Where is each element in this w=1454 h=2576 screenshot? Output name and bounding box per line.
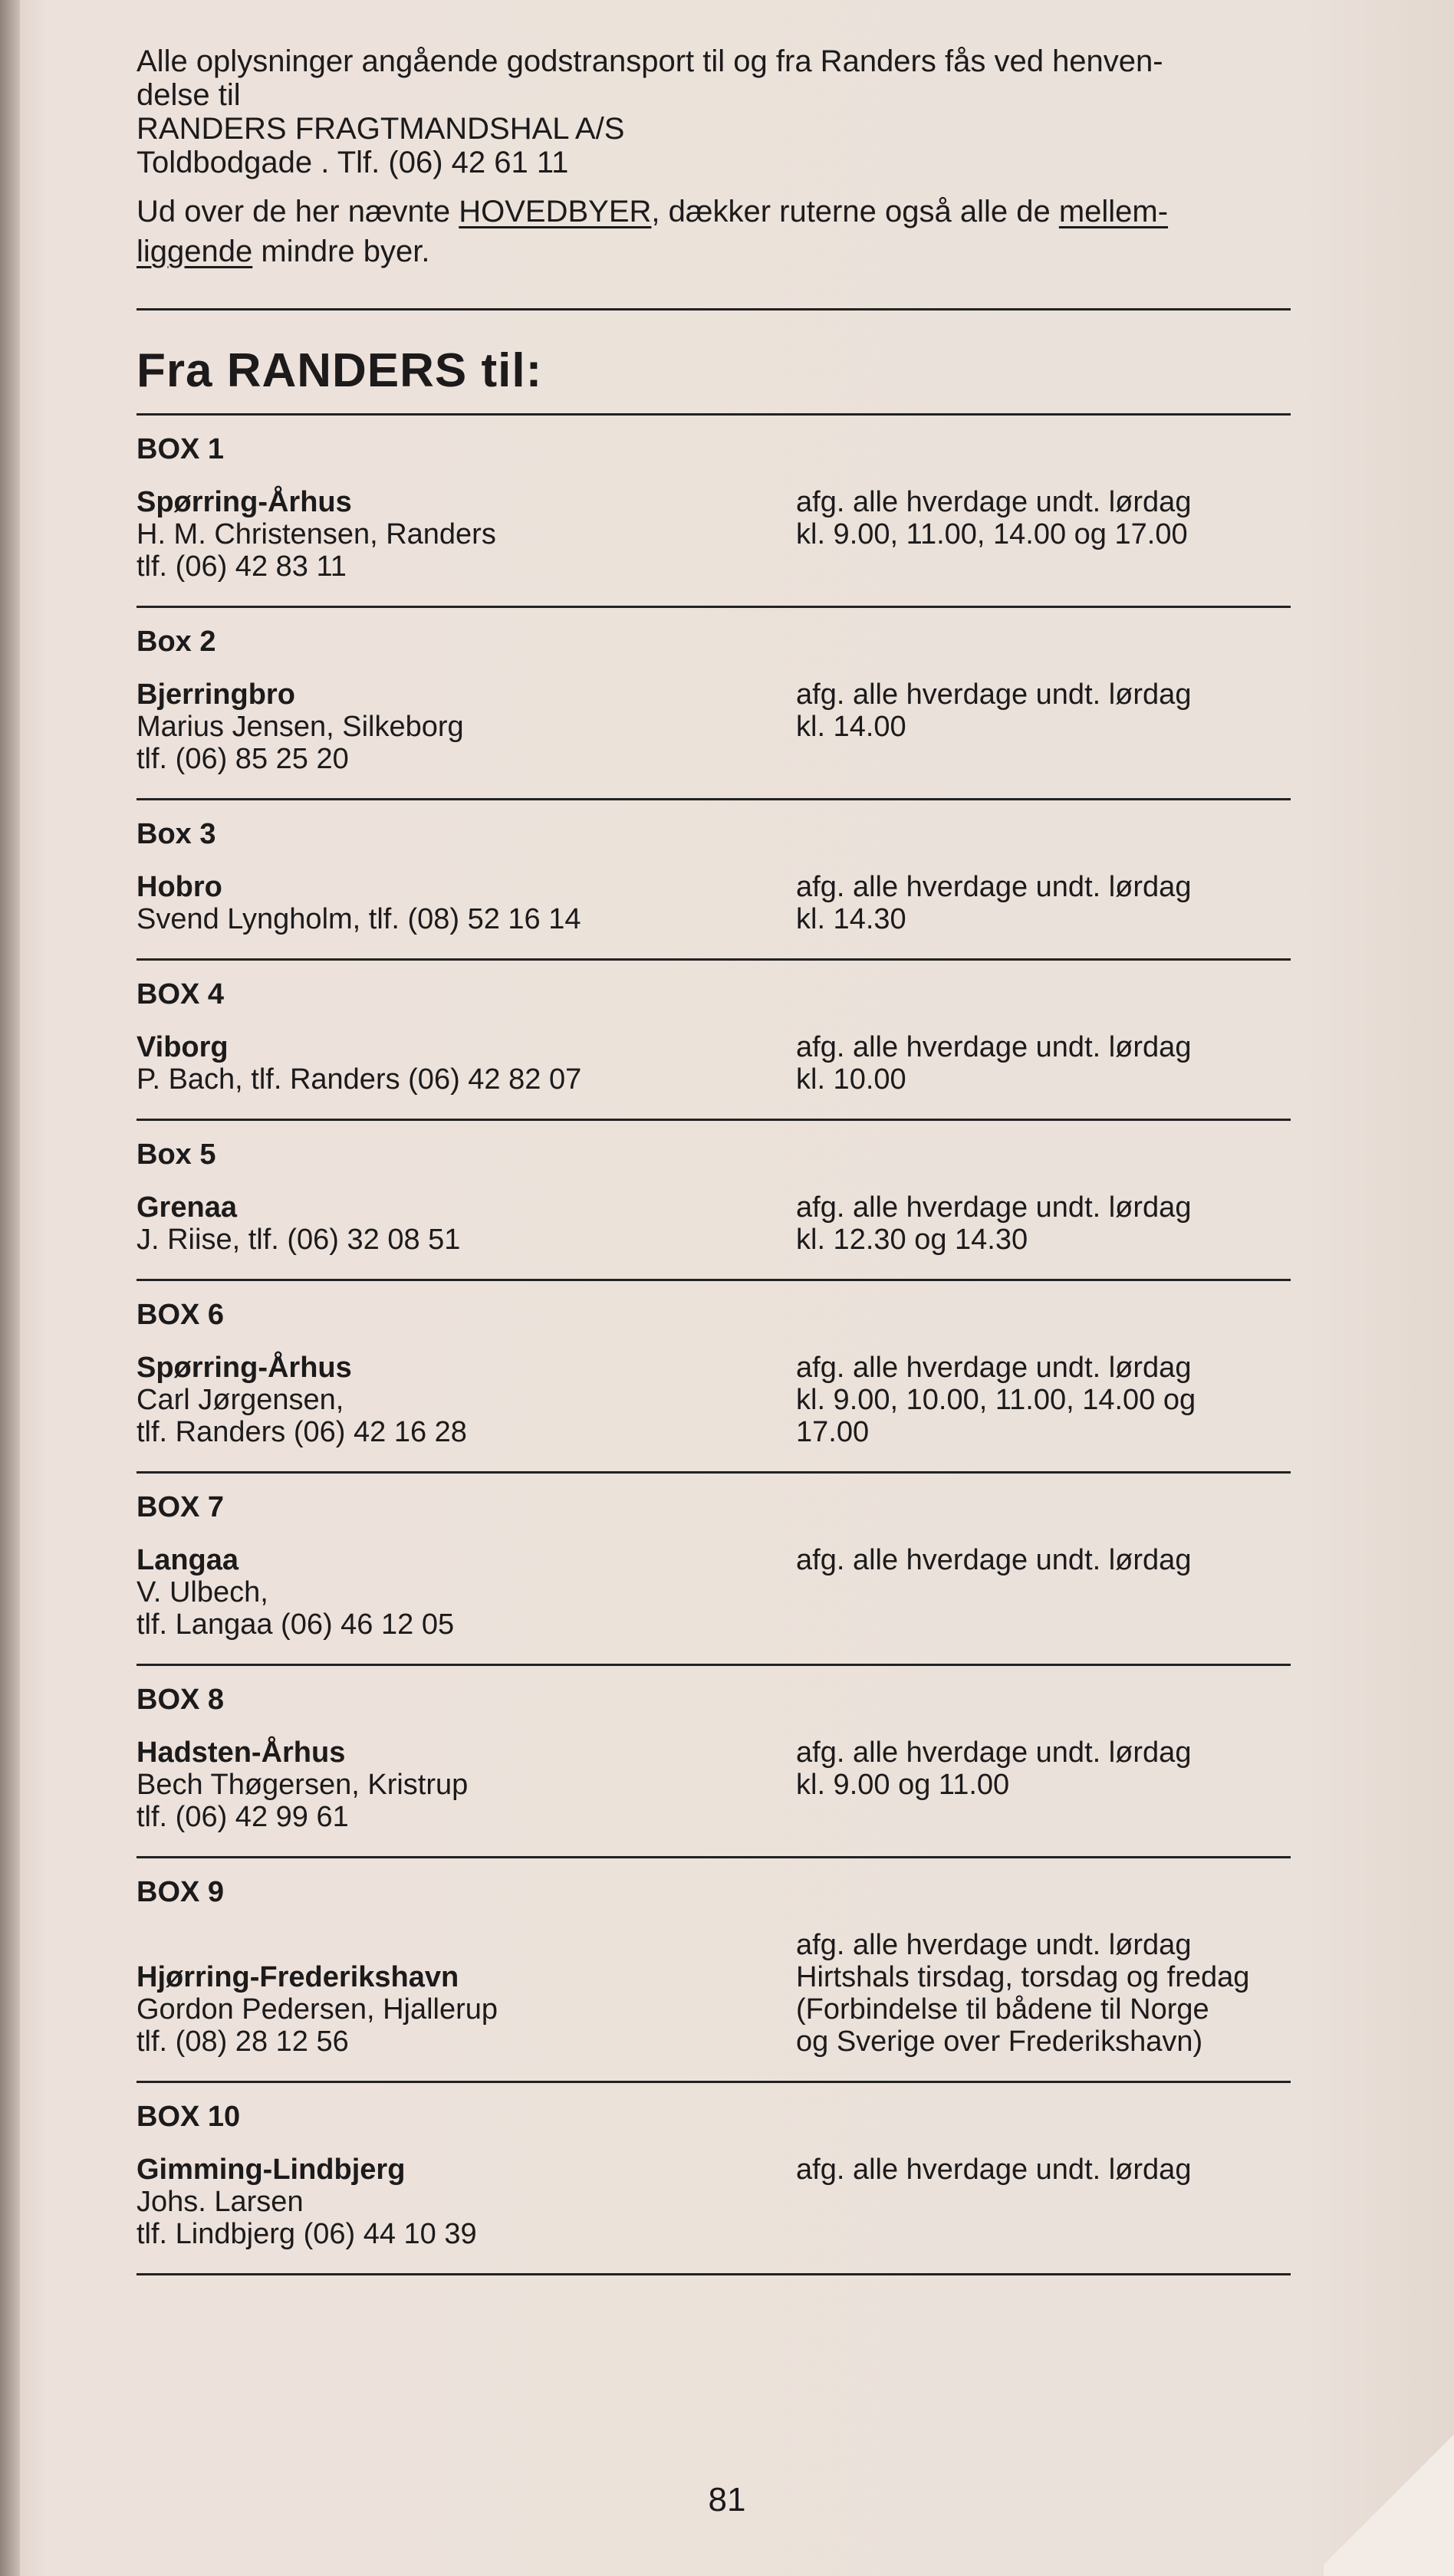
divider (137, 606, 1291, 608)
schedule-details (796, 678, 1317, 775)
route-row (137, 486, 1317, 583)
route-name: Spørring-Århus (137, 486, 352, 518)
schedule-line: kl. 14.00 (796, 711, 906, 743)
contact-line: P. Bach, tlf. Randers (06) 42 82 07 (137, 1063, 582, 1096)
route-details (137, 2154, 796, 2250)
schedule-details (796, 871, 1317, 935)
schedule-details (796, 1929, 1317, 2058)
route-name: Gimming-Lindbjerg (137, 2154, 406, 2186)
coverage-text-c: mindre byer. (252, 235, 430, 268)
intro-paragraph (137, 44, 1317, 268)
contact-line: tlf. (06) 42 83 11 (137, 550, 347, 583)
schedule-line: kl. 10.00 (796, 1063, 906, 1096)
box-label: BOX 1 (137, 433, 225, 465)
divider (137, 2081, 1291, 2083)
contact-line: J. Riise, tlf. (06) 32 08 51 (137, 1224, 461, 1256)
route-row (137, 1352, 1317, 1448)
intro-line-2: delse til (137, 78, 241, 112)
contact-line: Carl Jørgensen, (137, 1384, 344, 1416)
schedule-details (796, 1737, 1317, 1833)
route-box (137, 1490, 1317, 1666)
divider (137, 1664, 1291, 1666)
route-list (137, 432, 1317, 2275)
route-row (137, 678, 1317, 775)
schedule-line: afg. alle hverdage undt. lørdag (796, 486, 1192, 518)
spacer-line (137, 1929, 796, 1961)
schedule-line: og Sverige over Frederikshavn) (796, 2026, 1203, 2058)
schedule-line: afg. alle hverdage undt. lørdag (796, 1031, 1192, 1063)
route-box (137, 1683, 1317, 1858)
page-binding-shadow (0, 0, 20, 2576)
page-content (137, 44, 1317, 2275)
schedule-details (796, 1544, 1317, 1641)
divider (137, 958, 1291, 961)
schedule-details (796, 2154, 1317, 2250)
liggende-underlined: liggende (137, 235, 253, 268)
contact-line: tlf. (06) 85 25 20 (137, 743, 349, 775)
box-label: BOX 10 (137, 2101, 241, 2133)
contact-line: tlf. Randers (06) 42 16 28 (137, 1416, 467, 1448)
route-row (137, 1031, 1317, 1096)
route-box (137, 1138, 1317, 1281)
route-details (137, 678, 796, 775)
route-name: Hjørring-Frederikshavn (137, 1961, 459, 1993)
route-details (137, 1191, 796, 1256)
box-label: Box 5 (137, 1138, 216, 1171)
schedule-line: Hirtshals tirsdag, torsdag og fredag (796, 1961, 1250, 1993)
contact-line: Johs. Larsen (137, 2186, 304, 2218)
contact-line: Bech Thøgersen, Kristrup (137, 1769, 469, 1801)
schedule-details (796, 1031, 1317, 1096)
route-box (137, 1875, 1317, 2083)
route-details (137, 1544, 796, 1641)
contact-line: tlf. (06) 42 99 61 (137, 1801, 349, 1833)
route-row (137, 1929, 1317, 2058)
coverage-note-line-1 (137, 195, 1317, 228)
schedule-line: afg. alle hverdage undt. lørdag (796, 1191, 1192, 1224)
route-name: Bjerringbro (137, 678, 295, 711)
contact-line: tlf. Langaa (06) 46 12 05 (137, 1608, 455, 1641)
schedule-line: kl. 9.00, 11.00, 14.00 og 17.00 (796, 518, 1188, 550)
divider (137, 1279, 1291, 1281)
company-address: Toldbodgade . Tlf. (06) 42 61 11 (137, 146, 569, 179)
box-label: BOX 4 (137, 978, 225, 1010)
route-details (137, 1031, 796, 1096)
schedule-line: (Forbindelse til bådene til Norge (796, 1993, 1209, 2026)
route-row (137, 1544, 1317, 1641)
schedule-line: afg. alle hverdage undt. lørdag (796, 871, 1192, 903)
page-title: Fra RANDERS til: (137, 344, 543, 397)
route-box (137, 432, 1317, 608)
divider (137, 1119, 1291, 1121)
intro-line-1: Alle oplysninger angående godstransport til og fra Randers fås ved henven- (137, 44, 1163, 78)
mellem-underlined: mellem- (1058, 195, 1169, 228)
schedule-line: afg. alle hverdage undt. lørdag (796, 678, 1192, 711)
route-name: Hadsten-Århus (137, 1737, 346, 1769)
box-label: BOX 6 (137, 1299, 225, 1331)
box-label: BOX 8 (137, 1684, 225, 1716)
contact-line: V. Ulbech, (137, 1576, 268, 1608)
divider (137, 798, 1291, 800)
page-number: 81 (708, 2481, 746, 2518)
route-row (137, 1737, 1317, 1833)
schedule-line: afg. alle hverdage undt. lørdag (796, 1929, 1192, 1961)
route-box (137, 978, 1317, 1121)
route-box (137, 2100, 1317, 2275)
route-details (137, 871, 796, 935)
divider (137, 1471, 1291, 1474)
route-row (137, 871, 1317, 935)
coverage-text-b: , dækker ruterne også alle de (651, 195, 1059, 228)
divider (137, 308, 1291, 310)
box-label: Box 3 (137, 818, 216, 850)
contact-line: Svend Lyngholm, tlf. (08) 52 16 14 (137, 903, 581, 935)
schedule-details (796, 1352, 1317, 1448)
route-details (137, 1352, 796, 1448)
box-label: BOX 9 (137, 1876, 225, 1908)
route-name: Langaa (137, 1544, 239, 1576)
divider (137, 2273, 1291, 2275)
schedule-line: kl. 14.30 (796, 903, 906, 935)
schedule-line: afg. alle hverdage undt. lørdag (796, 1737, 1192, 1769)
schedule-line: afg. alle hverdage undt. lørdag (796, 1544, 1192, 1576)
coverage-note-line-2 (137, 235, 1317, 268)
divider (137, 1856, 1291, 1858)
contact-line: tlf. Lindbjerg (06) 44 10 39 (137, 2218, 477, 2250)
schedule-line: kl. 9.00 og 11.00 (796, 1769, 1010, 1801)
route-box (137, 1298, 1317, 1474)
route-row (137, 1191, 1317, 1256)
divider (137, 413, 1291, 416)
route-name: Grenaa (137, 1191, 237, 1224)
route-details (137, 486, 796, 583)
folded-corner (1324, 2423, 1454, 2576)
company-name: RANDERS FRAGTMANDSHAL A/S (137, 112, 625, 146)
route-details (137, 1929, 796, 2058)
coverage-text-a: Ud over de her nævnte (137, 195, 459, 228)
route-box (137, 625, 1317, 800)
schedule-line: 17.00 (796, 1416, 870, 1448)
schedule-line: kl. 12.30 og 14.30 (796, 1224, 1028, 1256)
box-label: BOX 7 (137, 1491, 225, 1523)
box-label: Box 2 (137, 626, 216, 658)
contact-line: Gordon Pedersen, Hjallerup (137, 1993, 498, 2026)
contact-line: tlf. (08) 28 12 56 (137, 2026, 349, 2058)
route-row (137, 2154, 1317, 2250)
contact-line: H. M. Christensen, Randers (137, 518, 496, 550)
schedule-line: afg. alle hverdage undt. lørdag (796, 1352, 1192, 1384)
schedule-line: kl. 9.00, 10.00, 11.00, 14.00 og (796, 1384, 1196, 1416)
schedule-details (796, 1191, 1317, 1256)
route-details (137, 1737, 796, 1833)
schedule-line: afg. alle hverdage undt. lørdag (796, 2154, 1192, 2186)
route-name: Viborg (137, 1031, 229, 1063)
hovedbyer-underlined: HOVEDBYER (459, 195, 652, 228)
route-box (137, 817, 1317, 961)
route-name: Hobro (137, 871, 222, 903)
schedule-details (796, 486, 1317, 583)
route-name: Spørring-Århus (137, 1352, 352, 1384)
contact-line: Marius Jensen, Silkeborg (137, 711, 464, 743)
